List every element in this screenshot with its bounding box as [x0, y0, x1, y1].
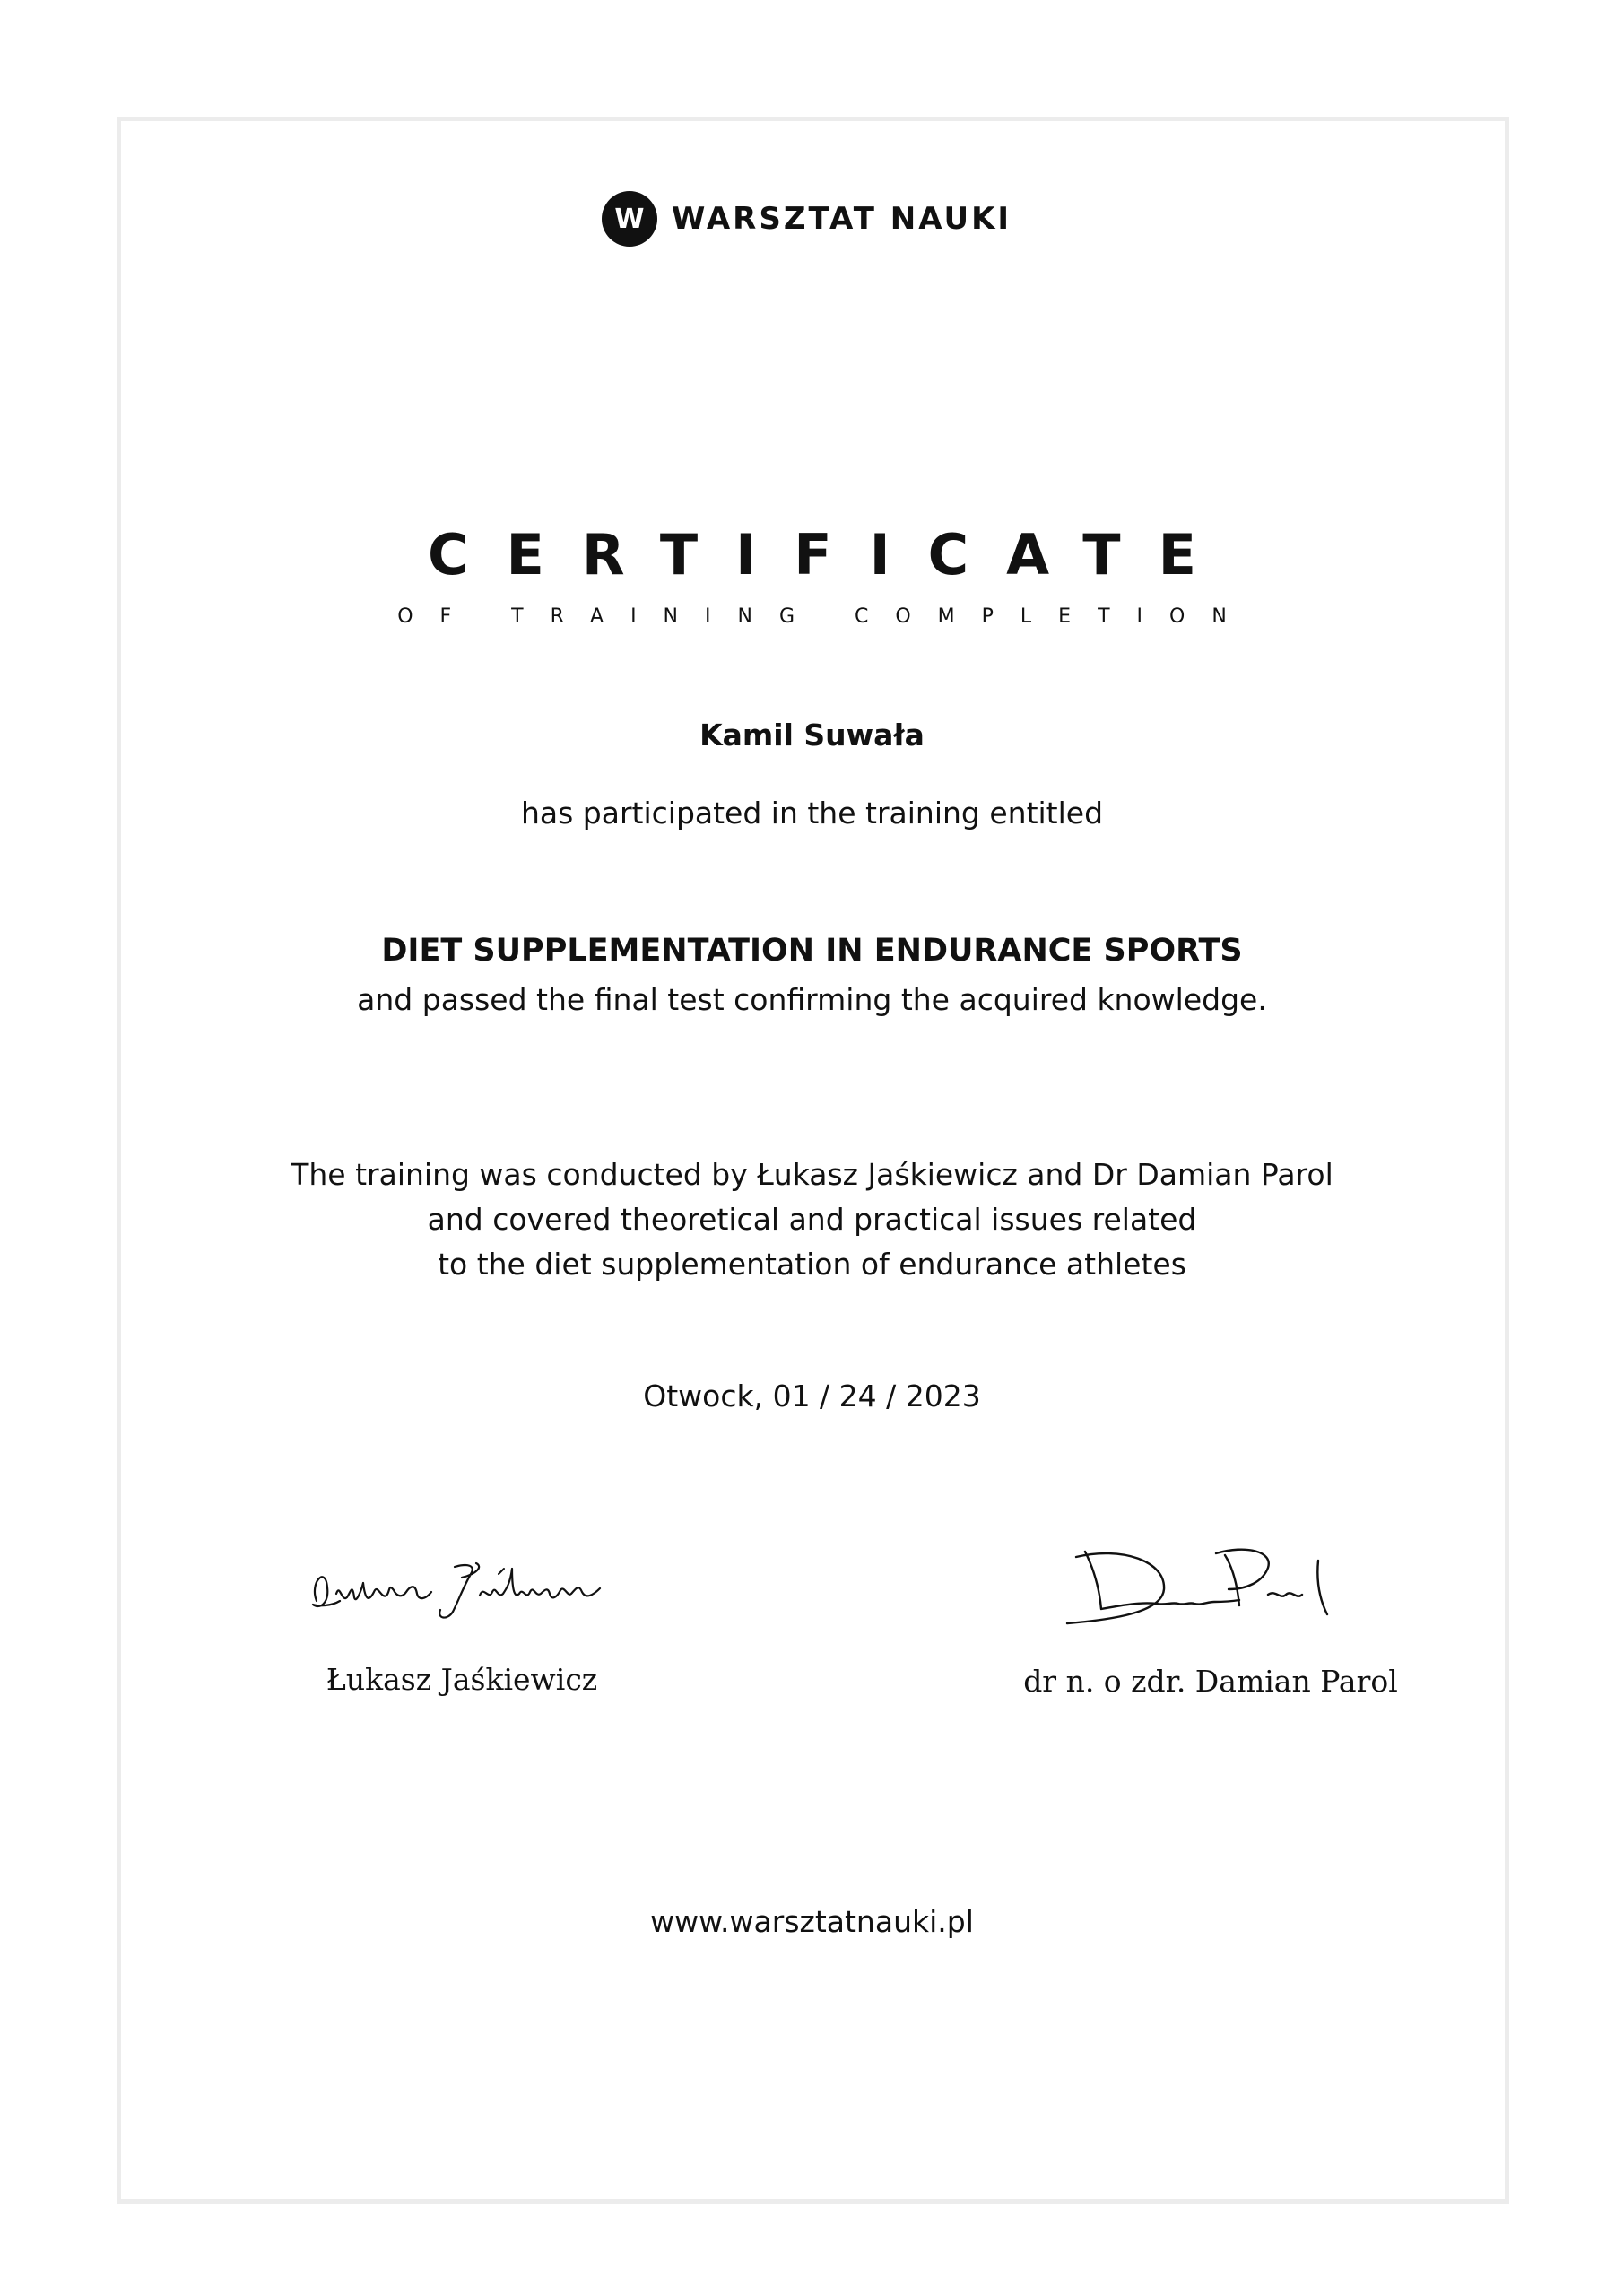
description-line: to the diet supplementation of endurance athletes — [438, 1247, 1186, 1282]
description-line: The training was conducted by Łukasz Jaśkiewicz and Dr Damian Parol — [291, 1157, 1333, 1192]
signatory-name-right: dr n. o zdr. Damian Parol — [1023, 1664, 1398, 1699]
website-link[interactable]: www.warsztatnauki.pl — [650, 1904, 974, 1939]
brand-logo — [0, 191, 1619, 247]
description-line: and covered theoretical and practical issues related — [427, 1202, 1197, 1237]
signature-block-left — [238, 1547, 686, 1697]
training-description — [0, 1152, 1624, 1287]
place-and-date: Otwock, 01 / 24 / 2023 — [643, 1378, 981, 1413]
passed-text: and passed the final test confirming the acquired knowledge. — [357, 982, 1267, 1017]
course-title: DIET SUPPLEMENTATION IN ENDURANCE SPORTS — [381, 933, 1243, 969]
recipient-name: Kamil Suwała — [699, 718, 925, 752]
logo-mark-icon: W — [602, 191, 657, 247]
participated-text: has participated in the training entitled — [520, 796, 1104, 831]
certificate-title: CERTIFICATE — [428, 522, 1234, 587]
logo-text: WARSZTAT NAUKI — [671, 201, 1012, 237]
signature-image-parol — [1049, 1543, 1372, 1632]
certificate-subtitle: OF TRAINING COMPLETION — [397, 605, 1254, 628]
signatory-name-left: Łukasz Jaśkiewicz — [326, 1662, 598, 1697]
signature-image-jaskiewicz — [300, 1547, 623, 1628]
signature-block-right — [986, 1543, 1435, 1699]
